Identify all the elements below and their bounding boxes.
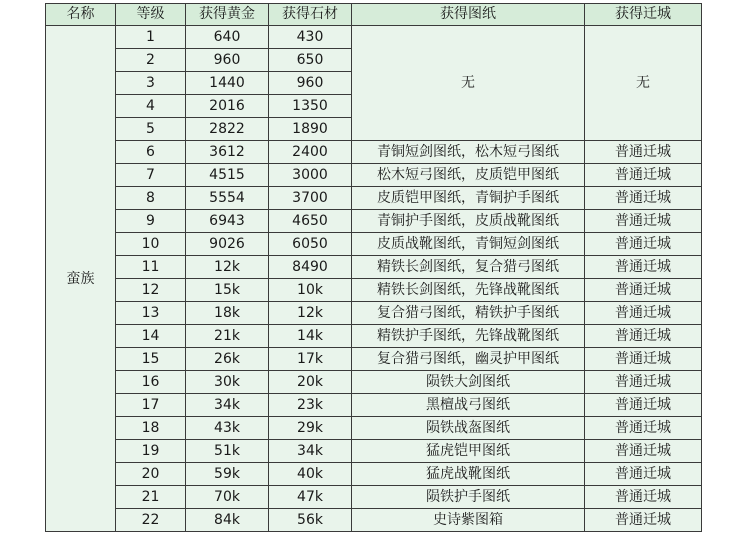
gold-cell: 2822 [186, 118, 269, 141]
header-stone: 获得石材 [269, 4, 352, 26]
migrate-none-cell: 无 [585, 26, 702, 141]
migrate-cell: 普通迁城 [585, 486, 702, 509]
stone-cell: 3000 [269, 164, 352, 187]
level-cell: 20 [116, 463, 186, 486]
level-cell: 6 [116, 141, 186, 164]
gold-cell: 43k [186, 417, 269, 440]
stone-cell: 47k [269, 486, 352, 509]
drawing-cell: 青铜护手图纸，皮质战靴图纸 [352, 210, 585, 233]
table-body [46, 26, 702, 532]
level-cell: 8 [116, 187, 186, 210]
stone-cell: 2400 [269, 141, 352, 164]
drawing-cell: 精铁长剑图纸，先锋战靴图纸 [352, 279, 585, 302]
migrate-cell: 普通迁城 [585, 325, 702, 348]
migrate-cell: 普通迁城 [585, 463, 702, 486]
table-row [46, 256, 702, 279]
level-cell: 19 [116, 440, 186, 463]
migrate-cell: 普通迁城 [585, 256, 702, 279]
stone-cell: 40k [269, 463, 352, 486]
drawing-cell: 复合猎弓图纸，幽灵护甲图纸 [352, 348, 585, 371]
level-cell: 4 [116, 95, 186, 118]
migrate-cell: 普通迁城 [585, 394, 702, 417]
migrate-cell: 普通迁城 [585, 417, 702, 440]
table-row [46, 371, 702, 394]
gold-cell: 12k [186, 256, 269, 279]
faction-cell: 蛮族 [46, 26, 116, 532]
stone-cell: 29k [269, 417, 352, 440]
stone-cell: 17k [269, 348, 352, 371]
migrate-cell: 普通迁城 [585, 233, 702, 256]
rewards-table [45, 3, 702, 532]
table-row [46, 509, 702, 532]
level-cell: 5 [116, 118, 186, 141]
level-cell: 7 [116, 164, 186, 187]
level-cell: 2 [116, 49, 186, 72]
migrate-cell: 普通迁城 [585, 509, 702, 532]
migrate-cell: 普通迁城 [585, 440, 702, 463]
table-row [46, 302, 702, 325]
level-cell: 17 [116, 394, 186, 417]
table-row [46, 417, 702, 440]
table-row [46, 325, 702, 348]
stone-cell: 8490 [269, 256, 352, 279]
stone-cell: 4650 [269, 210, 352, 233]
stone-cell: 430 [269, 26, 352, 49]
table-row [46, 486, 702, 509]
gold-cell: 640 [186, 26, 269, 49]
stone-cell: 1350 [269, 95, 352, 118]
gold-cell: 4515 [186, 164, 269, 187]
migrate-cell: 普通迁城 [585, 279, 702, 302]
level-cell: 21 [116, 486, 186, 509]
gold-cell: 84k [186, 509, 269, 532]
migrate-cell: 普通迁城 [585, 164, 702, 187]
table-row [46, 279, 702, 302]
gold-cell: 21k [186, 325, 269, 348]
level-cell: 22 [116, 509, 186, 532]
level-cell: 3 [116, 72, 186, 95]
migrate-cell: 普通迁城 [585, 141, 702, 164]
table-row [46, 187, 702, 210]
header-drawing: 获得图纸 [352, 4, 585, 26]
table-row [46, 463, 702, 486]
stone-cell: 34k [269, 440, 352, 463]
table-row [46, 440, 702, 463]
gold-cell: 70k [186, 486, 269, 509]
stone-cell: 650 [269, 49, 352, 72]
drawing-cell: 陨铁战盔图纸 [352, 417, 585, 440]
stone-cell: 20k [269, 371, 352, 394]
drawing-cell: 黑檀战弓图纸 [352, 394, 585, 417]
migrate-cell: 普通迁城 [585, 302, 702, 325]
gold-cell: 30k [186, 371, 269, 394]
header-row [46, 4, 702, 26]
table-row [46, 164, 702, 187]
level-cell: 11 [116, 256, 186, 279]
level-cell: 14 [116, 325, 186, 348]
migrate-cell: 普通迁城 [585, 210, 702, 233]
gold-cell: 18k [186, 302, 269, 325]
header-level: 等级 [116, 4, 186, 26]
drawing-cell: 青铜短剑图纸，松木短弓图纸 [352, 141, 585, 164]
level-cell: 18 [116, 417, 186, 440]
drawing-none-cell: 无 [352, 26, 585, 141]
table-row [46, 348, 702, 371]
table-row [46, 210, 702, 233]
level-cell: 12 [116, 279, 186, 302]
stone-cell: 1890 [269, 118, 352, 141]
gold-cell: 51k [186, 440, 269, 463]
header-gold: 获得黄金 [186, 4, 269, 26]
level-cell: 1 [116, 26, 186, 49]
gold-cell: 59k [186, 463, 269, 486]
drawing-cell: 猛虎铠甲图纸 [352, 440, 585, 463]
bottom-edge [45, 537, 701, 543]
gold-cell: 1440 [186, 72, 269, 95]
level-cell: 16 [116, 371, 186, 394]
drawing-cell: 复合猎弓图纸，精铁护手图纸 [352, 302, 585, 325]
migrate-cell: 普通迁城 [585, 348, 702, 371]
gold-cell: 9026 [186, 233, 269, 256]
drawing-cell: 精铁护手图纸，先锋战靴图纸 [352, 325, 585, 348]
drawing-cell: 猛虎战靴图纸 [352, 463, 585, 486]
stone-cell: 6050 [269, 233, 352, 256]
drawing-cell: 皮质战靴图纸，青铜短剑图纸 [352, 233, 585, 256]
stone-cell: 14k [269, 325, 352, 348]
stone-cell: 10k [269, 279, 352, 302]
stone-cell: 960 [269, 72, 352, 95]
gold-cell: 26k [186, 348, 269, 371]
migrate-cell: 普通迁城 [585, 187, 702, 210]
drawing-cell: 陨铁大剑图纸 [352, 371, 585, 394]
table-row [46, 233, 702, 256]
table-row [46, 394, 702, 417]
stone-cell: 23k [269, 394, 352, 417]
level-cell: 9 [116, 210, 186, 233]
header-migrate: 获得迁城 [585, 4, 702, 26]
header-name: 名称 [46, 4, 116, 26]
drawing-cell: 史诗紫图箱 [352, 509, 585, 532]
stone-cell: 3700 [269, 187, 352, 210]
gold-cell: 3612 [186, 141, 269, 164]
table-row [46, 141, 702, 164]
stone-cell: 12k [269, 302, 352, 325]
gold-cell: 15k [186, 279, 269, 302]
drawing-cell: 精铁长剑图纸，复合猎弓图纸 [352, 256, 585, 279]
gold-cell: 34k [186, 394, 269, 417]
level-cell: 10 [116, 233, 186, 256]
table-row [46, 26, 702, 49]
level-cell: 13 [116, 302, 186, 325]
migrate-cell: 普通迁城 [585, 371, 702, 394]
drawing-cell: 陨铁护手图纸 [352, 486, 585, 509]
gold-cell: 6943 [186, 210, 269, 233]
gold-cell: 5554 [186, 187, 269, 210]
level-cell: 15 [116, 348, 186, 371]
drawing-cell: 皮质铠甲图纸，青铜护手图纸 [352, 187, 585, 210]
stone-cell: 56k [269, 509, 352, 532]
gold-cell: 960 [186, 49, 269, 72]
gold-cell: 2016 [186, 95, 269, 118]
drawing-cell: 松木短弓图纸，皮质铠甲图纸 [352, 164, 585, 187]
